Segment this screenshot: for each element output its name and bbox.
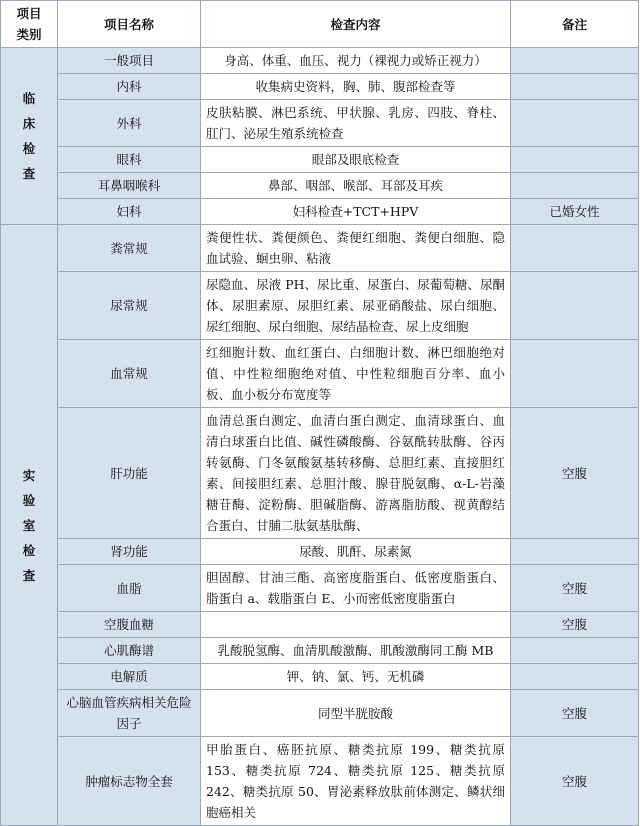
item-content: 同型半胱胺酸	[201, 690, 511, 737]
item-content: 眼部及眼底检查	[201, 147, 511, 173]
item-name: 心脑血管疾病相关危险因子	[58, 690, 201, 737]
item-content: 乳酸脱氢酶、血清肌酸激酶、肌酸激酶同工酶 MB	[201, 638, 511, 664]
table-row	[1, 612, 639, 638]
item-note	[511, 272, 639, 340]
item-name: 血常规	[58, 340, 201, 408]
item-note: 已婚女性	[511, 199, 639, 225]
item-note	[511, 100, 639, 147]
item-content: 钾、钠、氯、钙、无机磷	[201, 664, 511, 690]
item-note	[511, 340, 639, 408]
header-note: 备注	[511, 1, 639, 48]
header-content: 检查内容	[201, 1, 511, 48]
item-content: 妇科检查+TCT+HPV	[201, 199, 511, 225]
item-name: 空腹血糖	[58, 612, 201, 638]
item-note	[511, 225, 639, 272]
table-row	[1, 565, 639, 612]
table-row	[1, 340, 639, 408]
item-note: 空腹	[511, 690, 639, 737]
item-content: 胆固醇、甘油三酯、高密度脂蛋白、低密度脂蛋白、脂蛋白 a、载脂蛋白 E、小而密低密度脂蛋白	[201, 565, 511, 612]
item-note: 空腹	[511, 737, 639, 826]
item-name: 外科	[58, 100, 201, 147]
item-content: 甲胎蛋白、癌胚抗原、糖类抗原 199、糖类抗原 153、糖类抗原 724、糖类抗原 125、糖类抗原 242、糖类抗原 50、胃泌素释放肽前体测定、鳞状细胞癌相关	[201, 737, 511, 826]
item-note	[511, 48, 639, 74]
table-row	[1, 539, 639, 565]
table-row	[1, 147, 639, 173]
item-note	[511, 539, 639, 565]
item-content: 粪便性状、粪便颜色、粪便红细胞、粪便白细胞、隐血试验、蛔虫卵、粘液	[201, 225, 511, 272]
item-note	[511, 147, 639, 173]
item-note: 空腹	[511, 408, 639, 539]
item-note	[511, 638, 639, 664]
header-category: 项目类别	[1, 1, 58, 48]
table-row	[1, 199, 639, 225]
item-name: 肾功能	[58, 539, 201, 565]
item-name: 粪常规	[58, 225, 201, 272]
item-name: 血脂	[58, 565, 201, 612]
table-row	[1, 48, 639, 74]
item-name: 妇科	[58, 199, 201, 225]
item-note	[511, 74, 639, 100]
table-row	[1, 664, 639, 690]
table-row	[1, 690, 639, 737]
item-name: 肿瘤标志物全套	[58, 737, 201, 826]
item-note: 空腹	[511, 565, 639, 612]
table-row	[1, 173, 639, 199]
table-row	[1, 408, 639, 539]
table-row	[1, 74, 639, 100]
item-name: 眼科	[58, 147, 201, 173]
table-header-row	[1, 1, 639, 48]
table-row	[1, 737, 639, 826]
item-name: 肝功能	[58, 408, 201, 539]
item-name: 内科	[58, 74, 201, 100]
header-item: 项目名称	[58, 1, 201, 48]
table-row	[1, 638, 639, 664]
item-name: 耳鼻咽喉科	[58, 173, 201, 199]
item-content: 皮肤粘膜、淋巴系统、甲状腺、乳房、四肢、脊柱、肛门、泌尿生殖系统检查	[201, 100, 511, 147]
category-lab: 实验室检查	[1, 225, 58, 826]
category-clinical: 临床检查	[1, 48, 58, 225]
item-content	[201, 612, 511, 638]
item-content: 鼻部、咽部、喉部、耳部及耳疾	[201, 173, 511, 199]
item-content: 尿酸、肌酐、尿素氮	[201, 539, 511, 565]
item-note: 空腹	[511, 612, 639, 638]
item-content: 收集病史资料，胸、肺、腹部检查等	[201, 74, 511, 100]
item-name: 尿常规	[58, 272, 201, 340]
item-name: 心肌酶谱	[58, 638, 201, 664]
item-content: 红细胞计数、血红蛋白、白细胞计数、淋巴细胞绝对值、中性粒细胞绝对值、中性粒细胞百分率、血小板、血小板分布宽度等	[201, 340, 511, 408]
item-content: 身高、体重、血压、视力（裸视力或矫正视力）	[201, 48, 511, 74]
item-name: 一般项目	[58, 48, 201, 74]
table-row	[1, 225, 639, 272]
table-row	[1, 272, 639, 340]
item-note	[511, 173, 639, 199]
item-content: 尿隐血、尿液 PH、尿比重、尿蛋白、尿葡萄糖、尿酮体、尿胆素原、尿胆红素、尿亚硝酸盐、尿白细胞、尿红细胞、尿白细胞、尿结晶检查、尿上皮细胞	[201, 272, 511, 340]
item-content: 血清总蛋白测定、血清白蛋白测定、血清球蛋白、血清白球蛋白比值、碱性磷酸酶、谷氨酰转肽酶、谷丙转氨酶、门冬氨酸氨基转移酶、总胆红素、直接胆红素、间接胆红素、总胆汁酸、腺苷脱氨酶、α-L-岩藻糖苷酶、淀粉酶、胆碱脂酶、游离脂肪酸、视黄醇结合蛋白、甘脯二肽氨基肽酶、	[201, 408, 511, 539]
table-row	[1, 100, 639, 147]
item-note	[511, 664, 639, 690]
item-name: 电解质	[58, 664, 201, 690]
